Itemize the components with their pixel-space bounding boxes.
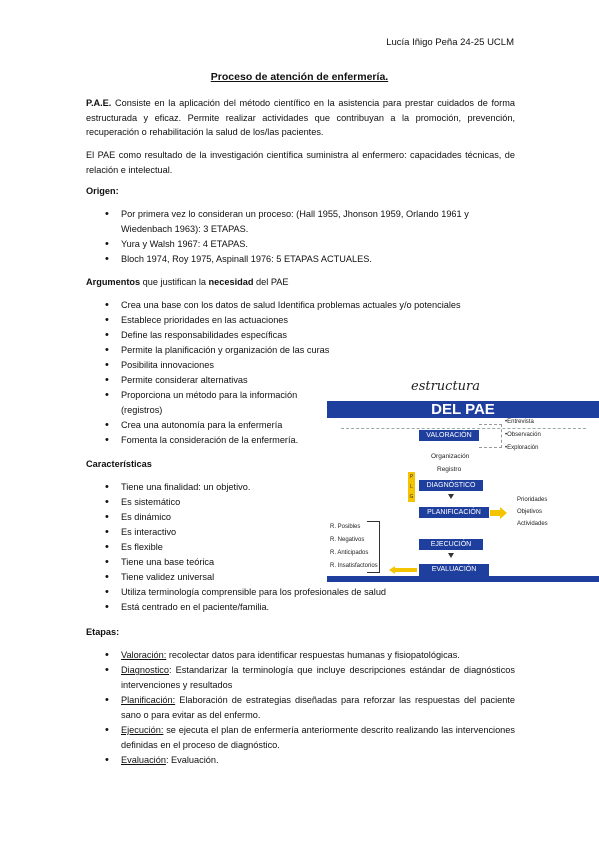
arrow-right-icon <box>490 510 500 516</box>
plg-letter: G <box>409 494 414 500</box>
list-item: • Tiene una finalidad: un objetivo. <box>86 480 515 495</box>
evaluacion-box: EVALUACIÓN <box>419 564 489 576</box>
list-item: • Está centrado en el paciente/familia. <box>86 600 515 615</box>
etapa-text: se ejecuta el plan de enfermería anteriormente descrito realizando las intervenciones definidas en el proceso de diagnóstico. <box>121 725 515 750</box>
etapa-diagnostico <box>86 663 515 693</box>
plg-letter: P <box>409 474 414 480</box>
origen-heading: Origen: <box>86 186 119 196</box>
page-header: Lucía Iñigo Peña 24-25 UCLM <box>386 37 514 48</box>
list-item: • Crea una base con los datos de salud Identifica problemas actuales y/o potenciales <box>86 298 515 313</box>
etapa-text: : Estandarizar la terminología que incluye descripciones estándar de diagnósticos intervenciones y resultados <box>121 665 515 690</box>
ejecucion-box: EJECUCIÓN <box>419 539 483 550</box>
list-item: • Bloch 1974, Roy 1975, Aspinall 1976: 5 ETAPAS ACTUALES. <box>86 252 515 267</box>
list-item: • Es dinámico <box>86 510 515 525</box>
page-title: Proceso de atención de enfermería. <box>210 71 389 83</box>
list-item: • Permite la planificación y organización de las curas <box>86 343 515 358</box>
list-item: • Tiene una base teórica <box>86 555 515 570</box>
list-item: • Yura y Walsh 1967: 4 ETAPAS. <box>86 237 515 252</box>
list-item: • Establece prioridades en las actuaciones <box>86 313 515 328</box>
etapa-valoracion <box>86 648 515 663</box>
etapa-term: Ejecución: <box>121 725 164 735</box>
etapa-term: Diagnostico <box>121 665 170 675</box>
planificacion-box: PLANIFICACIÓN <box>419 507 489 518</box>
list-item: • Fomenta la consideración de la enfermería. <box>86 433 515 448</box>
argumentos-label: Argumentos <box>86 277 141 287</box>
etapa-planificacion <box>86 693 515 723</box>
etapa-text: recolectar datos para identificar respuestas humanas y fisiopatológicas. <box>166 650 460 660</box>
etapa-text: : Evaluación. <box>165 755 219 765</box>
etapa-term: Valoración: <box>121 650 167 660</box>
etapa-term: Planificación: <box>121 695 176 705</box>
plan-item: Actividades <box>517 521 548 527</box>
val-item: •Entrevista <box>505 419 534 425</box>
list-item: • Proporciona un método para la información (registros) <box>86 388 321 418</box>
diagram-banner: DEL PAE <box>327 401 599 418</box>
etapas-heading: Etapas: <box>86 627 120 637</box>
handwritten-label: estructura <box>411 379 481 394</box>
arrow-left-shaft <box>395 568 417 572</box>
etapa-text: Elaboración de estrategias diseñadas para reforzar las respuestas del paciente sano o para evitar as del enfermo. <box>121 695 515 720</box>
val-item: •Observación <box>505 432 541 438</box>
plg-column <box>408 472 415 502</box>
arrow-right-head <box>500 507 507 519</box>
arrow-down-icon <box>448 494 454 499</box>
pae-label: P.A.E. <box>86 98 112 108</box>
etapa-term: Evaluación <box>121 755 166 765</box>
arrow-down-icon <box>448 553 454 558</box>
list-item: • Crea una autonomía para la enfermería <box>86 418 515 433</box>
plan-item: Prioridades <box>517 497 548 503</box>
argumentos-heading <box>86 277 289 287</box>
etapas-list <box>86 648 515 768</box>
problem-item: R. Insatisfactorios <box>330 563 378 569</box>
diagram-bottom-bar <box>327 576 599 582</box>
argumentos-mid: que justifican la <box>140 277 209 287</box>
intro-text: Consiste en la aplicación del método científico en la asistencia para prestar cuidados de forma estructurada y eficaz. Permite realizar actividades que contribuyan a la promoción, prevención, recuperación o rehabilitación la salud de los/las pacientes. <box>86 98 515 137</box>
list-item: • Por primera vez lo consideran un proceso: (Hall 1955, Jhonson 1959, Orlando 1961 y Wiedenbach 1963): 3 ETAPAS. <box>86 207 515 237</box>
list-item: • Utiliza terminología comprensible para los profesionales de salud <box>86 585 515 600</box>
list-item: • Es sistemático <box>86 495 515 510</box>
intro-paragraph <box>86 96 515 140</box>
val-item: •Exploración <box>505 445 539 451</box>
list-item: • Es interactivo <box>86 525 515 540</box>
problem-item: R. Anticipados <box>330 550 369 556</box>
plan-item: Objetivos <box>517 509 543 515</box>
list-item: • Posibilita innovaciones <box>86 358 515 373</box>
registro-label: Registro <box>437 466 462 473</box>
bracket <box>367 521 380 573</box>
etapa-ejecucion <box>86 723 515 753</box>
organizacion-label: Organización <box>431 453 470 460</box>
list-item: • Tiene validez universal <box>86 570 515 585</box>
pae-result-paragraph: El PAE como resultado de la investigación científica suministra al enfermero: capacidades técnicas, de relación e intelectual. <box>86 150 515 175</box>
diagnostico-box: DIAGNÓSTICO <box>419 480 483 491</box>
origen-list <box>86 207 515 267</box>
frame-line <box>341 428 586 429</box>
list-item: • Define las responsabilidades específicas <box>86 328 515 343</box>
problem-item: R. Negativos <box>330 537 365 543</box>
bracket <box>479 424 502 448</box>
argumentos-end: del PAE <box>253 277 289 287</box>
necesidad-label: necesidad <box>208 277 254 287</box>
list-item: • Es flexible <box>86 540 515 555</box>
plg-letter: L <box>410 484 413 490</box>
caracteristicas-heading: Características <box>86 459 152 469</box>
pae-structure-diagram <box>327 379 599 586</box>
problem-item: R. Posibles <box>330 524 361 530</box>
etapa-evaluacion <box>86 753 515 768</box>
valoracion-box: VALORACIÓN <box>419 430 479 441</box>
list-item: • Permite considerar alternativas <box>86 373 515 388</box>
